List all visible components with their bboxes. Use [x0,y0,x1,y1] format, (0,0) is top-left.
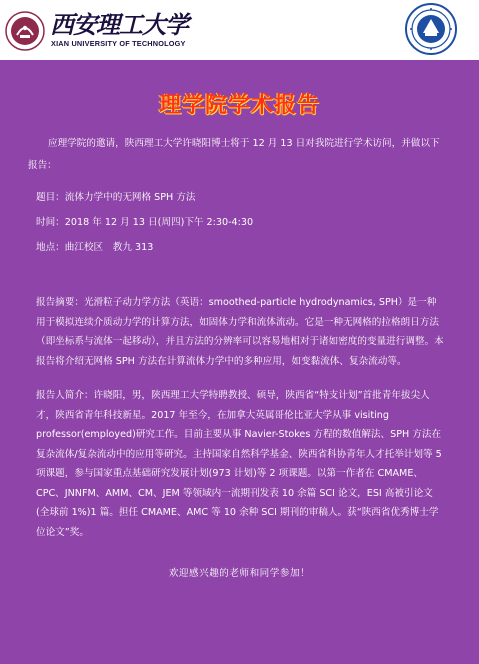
report-place: 地点：曲江校区 教九 313 [36,242,154,253]
xaut-emblem-icon [5,11,45,51]
header-bar [0,0,479,60]
report-topic: 题目：流体力学中的无网格 SPH 方法 [36,192,196,203]
university-name-cn: 西安理工大学 [50,10,188,39]
poster-title: 理学院学术报告 [158,92,320,118]
intro-paragraph: 应理学院的邀请，陕西理工大学许晓阳博士将于 12 月 13 日对我院进行学术访问，并做以下报告： [28,138,440,171]
speaker-bio: 报告人简介：许晓阳，男，陕西理工大学特聘教授、硕导，陕西省“特支计划”首批青年拔尖人才，陕西省青年科技新星。2017 年至今，在加拿大英属哥伦比亚大学从事 visiting professor(employed)研究工作。目前主要从事 Navier-Stokes 方程的数值解法、SPH 方法在复杂流体/复杂流动中的应用等研究。主持国家自然科学基金、陕西省科协青年人才托举计划等 5 项课题，参与国家重点基础研究发展计划(973 计划)等 2 项课题。以第一作者在 CMAME、CPC、JNNFM、AMM、CM、JEM 等领域内一流期刊发表 10 余篇 SCI 论文，ESI 高被引论文(全球前 1%)1 篇。担任 CMAME、AMC 等 10 余种 SCI 期刊的审稿人。获“陕西省优秀博士学位论文”奖。 [36,390,442,538]
report-abstract: 报告摘要：光滑粒子动力学方法（英语：smoothed-particle hydrodynamics, SPH）是一种用于模拟连续介质动力学的计算方法，如固体力学和流体流动。它是一种无网格的拉格朗日方法（即坐标系与流体一起移动），并且方法的分辨率可以容易地相对于诸如密度的变量进行调整。本报告将介绍无网格 SPH 方法在计算流体力学中的多种应用，如变黏流体、复杂流动等。 [36,297,444,367]
announcement-poster [0,60,479,664]
closing-invitation: 欢迎感兴趣的老师和同学参加！ [168,568,311,579]
report-time: 时间：2018 年 12 月 13 日(周四)下午 2:30-4:30 [36,217,254,228]
school-seal-icon [405,3,457,55]
university-name-en: XIAN UNIVERSITY OF TECHNOLOGY [51,39,186,48]
